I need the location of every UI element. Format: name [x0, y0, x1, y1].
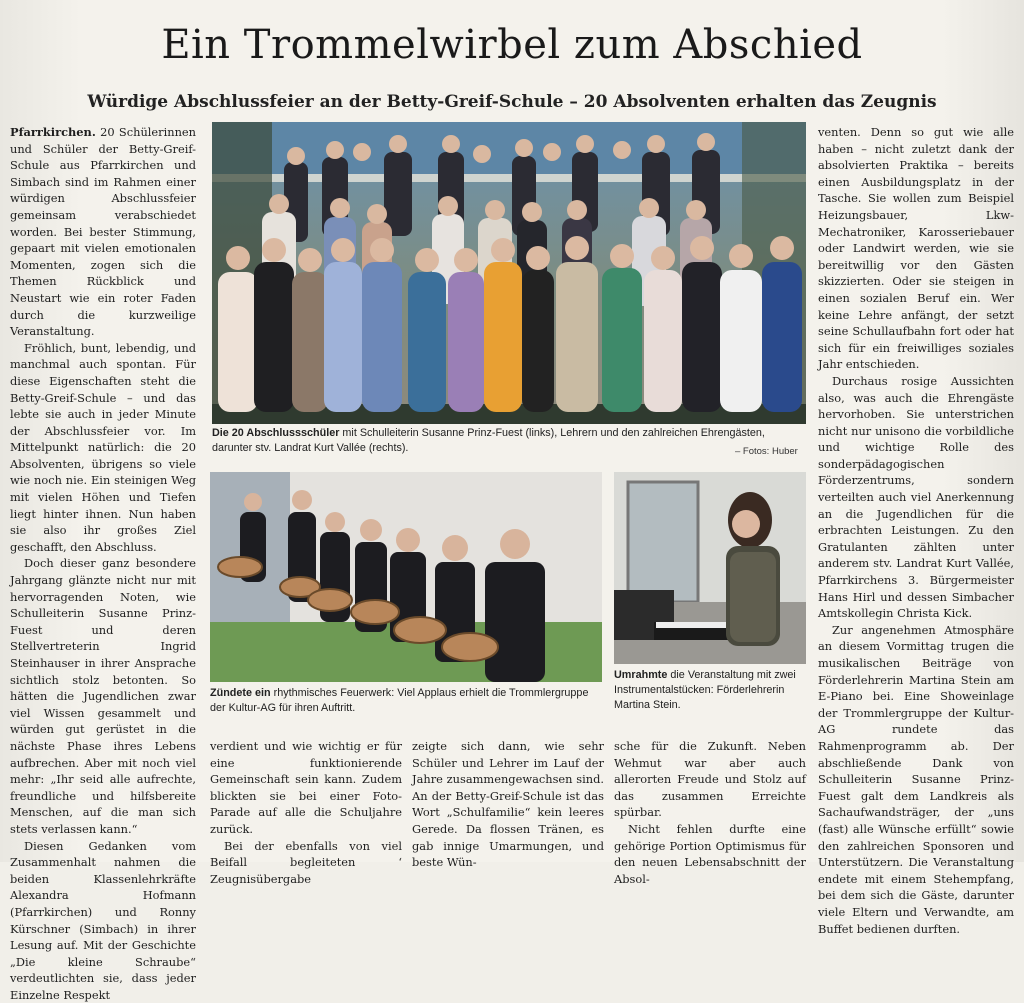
drum-group-photo: [210, 472, 602, 682]
article-column-3: [412, 738, 604, 870]
caption-text: die Veranstaltung mit zwei Instrumentalstücken: Förderlehrerin Martina Stein.: [614, 669, 796, 711]
piano-photo: [614, 472, 806, 664]
photo-credit: – Fotos: Huber: [735, 446, 798, 457]
paragraph: Nicht fehlen durfte eine gehörige Portion Optimismus für den neuen Lebensabschnitt der Absol-: [614, 821, 806, 886]
article-column-5: [818, 124, 1014, 936]
paragraph: [10, 124, 196, 340]
caption-lead: Zündete ein: [210, 687, 271, 699]
article-column-4: [614, 738, 806, 886]
dateline: Pfarrkirchen.: [10, 125, 96, 139]
paragraph: Durchaus rosige Aussichten also, was auch die Ehrengäste hervorhoben. Sie unterstrichen nicht nur unisono die vorbildliche und wichtige Rolle des sonderpädagogischen Förderzentrums, sondern verteilten auch viel Anerkennung an die Jugendlichen für die erbrachten Leistungen. Zu den Gratulanten zählten unter anderem stv. Landrat Kurt Vallée, Pfarrkirchens 3. Bürgermeister Hans Hirl und dessen Simbacher Amtskollegin Christa Kick.: [818, 373, 1014, 621]
group-photo: [212, 122, 806, 424]
piano-photo-image: [614, 472, 806, 664]
headline: Ein Trommelwirbel zum Abschied: [161, 22, 863, 68]
drum-photo-caption: [210, 686, 602, 716]
paragraph: sche für die Zukunft. Neben Wehmut war aber auch allerorten Freude und Stolz auf das zusammen Erreichte spürbar.: [614, 739, 806, 820]
paragraph: Diesen Gedanken vom Zusammenhalt nahmen die beiden Klassenlehrkräfte Alexandra Hofmann (Pfarrkirchen) und Ronny Kürschner (Simbach) in ihrer Lesung auf. Mit der Geschichte „Die kleine Schraube“ verdeutlichten sie, dass jeder Einzelne Respekt: [10, 838, 196, 1002]
subheadline: Würdige Abschlussfeier an der Betty-Greif-Schule – 20 Absolventen erhalten das Zeugnis: [87, 92, 937, 112]
paragraph: Fröhlich, bunt, lebendig, und manchmal auch spontan. Für diese Eigenschaften steht die Betty-Greif-Schule – und das lebte sie auch in jeder Minute der Abschlussfeier vor. Im Mittelpunkt natürlich: die 20 Absolventen, übrigens so viele wie noch nie. Ein steinigen Weg mit vielen Höhen und Tiefen liegt hinter ihnen. Nun haben sie also ihr großes Ziel geschafft, den Abschluss.: [10, 340, 196, 554]
paragraph-text: 20 Schülerinnen und Schüler der Betty-Greif-Schule aus Pfarrkirchen und Simbach sind im Rahmen einer würdigen Abschlussfeier gemeinsam verabschiedet worden. Bei bester Stimmung, gepaart mit vielen emotionalen Momenten, zogen sich die Themen Rückblick und Neustart wie ein roter Faden durch die kurzweilige Veranstaltung.: [10, 125, 196, 339]
paragraph: Doch dieser ganz besondere Jahrgang glänzte nicht nur mit hervorragenden Noten, wie Schulleiterin Susanne Prinz-Fuest und deren Stellvertreterin Ingrid Steinhauser in ihrer Ansprache sichtlich stolz betonten. So hätten die Jugendlichen zwar viel Wissen gesammelt und würden gut gerüstet in die nächste Phase ihres Lebens aufbrechen. Aber mit noch viel mehr: „Ihr seid alle aufrechte, freundliche und hilfsbereite Menschen, auf die man sich stets verlassen kann.“: [10, 556, 196, 836]
piano-photo-caption: [614, 668, 806, 713]
caption-lead: Die 20 Abschlussschüler: [212, 427, 340, 439]
caption-text: rhythmisches Feuerwerk: Viel Applaus erhielt die Trommlergruppe der Kultur-AG für ihren Auftritt.: [210, 687, 589, 714]
paragraph: Bei der ebenfalls von viel Beifall begleiteten ‘ Zeugnisübergabe: [210, 838, 402, 886]
caption-text: mit Schulleiterin Susanne Prinz-Fuest (links), Lehrern und den zahlreichen Ehrengästen, darunter stv. Landrat Kurt Vallée (rechts).: [212, 427, 765, 454]
group-photo-image: [212, 122, 806, 424]
article-column-1: [10, 124, 196, 1002]
paragraph: venten. Denn so gut wie alle haben – nicht zuletzt dank der absolvierten Praktika – bereits einen Ausbildungsplatz in der Tasche. Sie wollen zum Beispiel Heizungsbauer, Lkw-Mechatroniker, Karosseriebauer oder Landwirt werden, wie sie bereitwillig vor den Gästen skizzierten. Oder sie steigen in einen sozialen Beruf ein. Wer keine Lehre anfängt, der setzt seine Schullaufbahn fort oder hat sich für ein freiwilliges soziales Jahr entschieden.: [818, 125, 1014, 372]
paragraph: Zur angenehmen Atmosphäre an diesem Vormittag trugen die musikalischen Beiträge von Förderlehrerin Martina Stein am E-Piano bei. Eine Showeinlage der Trommlergruppe der Kultur-AG rundete das Rahmenprogramm ab. Der abschließende Dank von Schulleiterin Susanne Prinz-Fuest galt dem Landkreis als Sachaufwandsträger, der „uns (fast) alle Wünsche erfüllt“ sowie den zahlreichen Sponsoren und Unterstützern. Die Veranstaltung endete mit einem Stehempfang, bei dem sich die Gäste, darunter viele Eltern und Verwandte, am Buffet bedienen durften.: [818, 622, 1014, 936]
group-photo-caption: [212, 426, 806, 456]
caption-lead: Umrahmte: [614, 669, 668, 681]
drum-group-photo-image: [210, 472, 602, 682]
paragraph: verdient und wie wichtig er für eine funktionierende Gemeinschaft sein kann. Zudem blickten sie bei einer Foto-Parade auf alle die Schuljahre zurück.: [210, 739, 402, 836]
paragraph: zeigte sich dann, wie sehr Schüler und Lehrer im Lauf der Jahre zusammengewachsen sind. An der Betty-Greif-Schule ist das Wort „Schulfamilie“ kein leeres Gerede. Da flossen Tränen, es gab innige Umarmungen, und beste Wün-: [412, 739, 604, 870]
article-column-2: [210, 738, 402, 886]
